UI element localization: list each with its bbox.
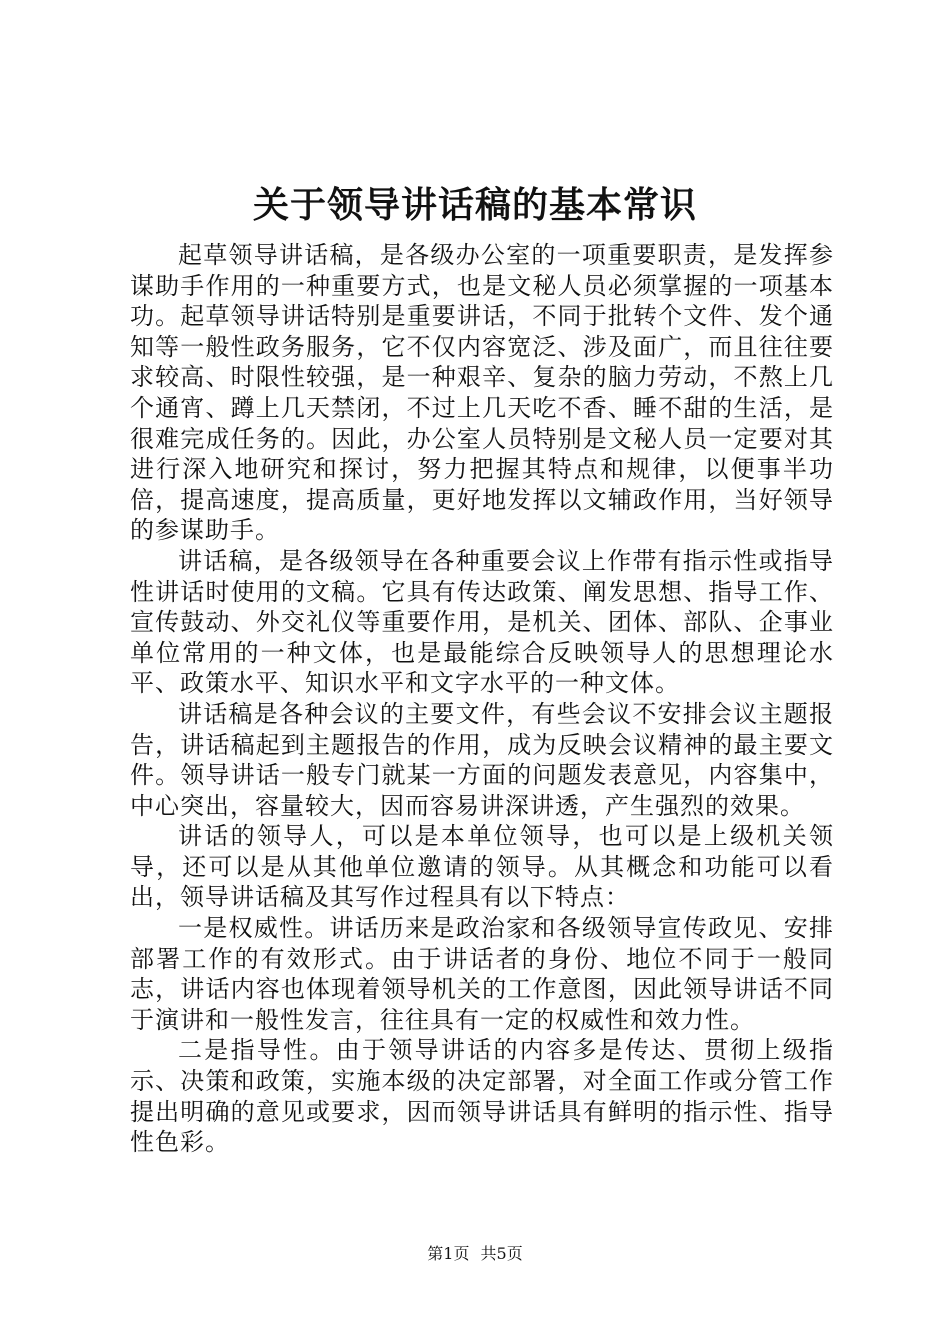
paragraph: 讲话稿是各种会议的主要文件，有些会议不安排会议主题报告，讲话稿起到主题报告的作用，成为反映会议精神的最主要文件。领导讲话一般专门就某一方面的问题发表意见，内容集中，中心突出，容量较大，因而容易讲深讲透，产生强烈的效果。 [130, 699, 834, 820]
paragraph: 讲话的领导人，可以是本单位领导，也可以是上级机关领导，还可以是从其他单位邀请的领导。从其概念和功能可以看出，领导讲话稿及其写作过程具有以下特点： [130, 822, 834, 912]
page-number: 第1页 [427, 1244, 470, 1263]
paragraph: 二是指导性。由于领导讲话的内容多是传达、贯彻上级指示、决策和政策，实施本级的决定部署，对全面工作或分管工作提出明确的意见或要求，因而领导讲话具有鲜明的指示性、指导性色彩。 [130, 1036, 834, 1157]
document-body [130, 240, 834, 1158]
page-total: 共5页 [480, 1244, 523, 1263]
paragraph: 一是权威性。讲话历来是政治家和各级领导宣传政见、安排部署工作的有效形式。由于讲话者的身份、地位不同于一般同志，讲话内容也体现着领导机关的工作意图，因此领导讲话不同于演讲和一般性发言，往往具有一定的权威性和效力性。 [130, 914, 834, 1034]
page-footer [0, 1242, 950, 1266]
paragraph: 讲话稿，是各级领导在各种重要会议上作带有指示性或指导性讲话时使用的文稿。它具有传达政策、阐发思想、指导工作、宣传鼓动、外交礼仪等重要作用，是机关、团体、部队、企事业单位常用的一种文体，也是最能综合反映领导人的思想理论水平、政策水平、知识水平和文字水平的一种文体。 [130, 546, 834, 698]
paragraph: 起草领导讲话稿，是各级办公室的一项重要职责，是发挥参谋助手作用的一种重要方式，也是文秘人员必须掌握的一项基本功。起草领导讲话特别是重要讲话，不同于批转个文件、发个通知等一般性政务服务，它不仅内容宽泛、涉及面广，而且往往要求较高、时限性较强，是一种艰辛、复杂的脑力劳动，不熬上几个通宵、蹲上几天禁闭，不过上几天吃不香、睡不甜的生活，是很难完成任务的。因此，办公室人员特别是文秘人员一定要对其进行深入地研究和探讨，努力把握其特点和规律，以便事半功倍，提高速度，提高质量，更好地发挥以文辅政作用，当好领导的参谋助手。 [130, 241, 834, 545]
document-title: 关于领导讲话稿的基本常识 [252, 185, 697, 226]
